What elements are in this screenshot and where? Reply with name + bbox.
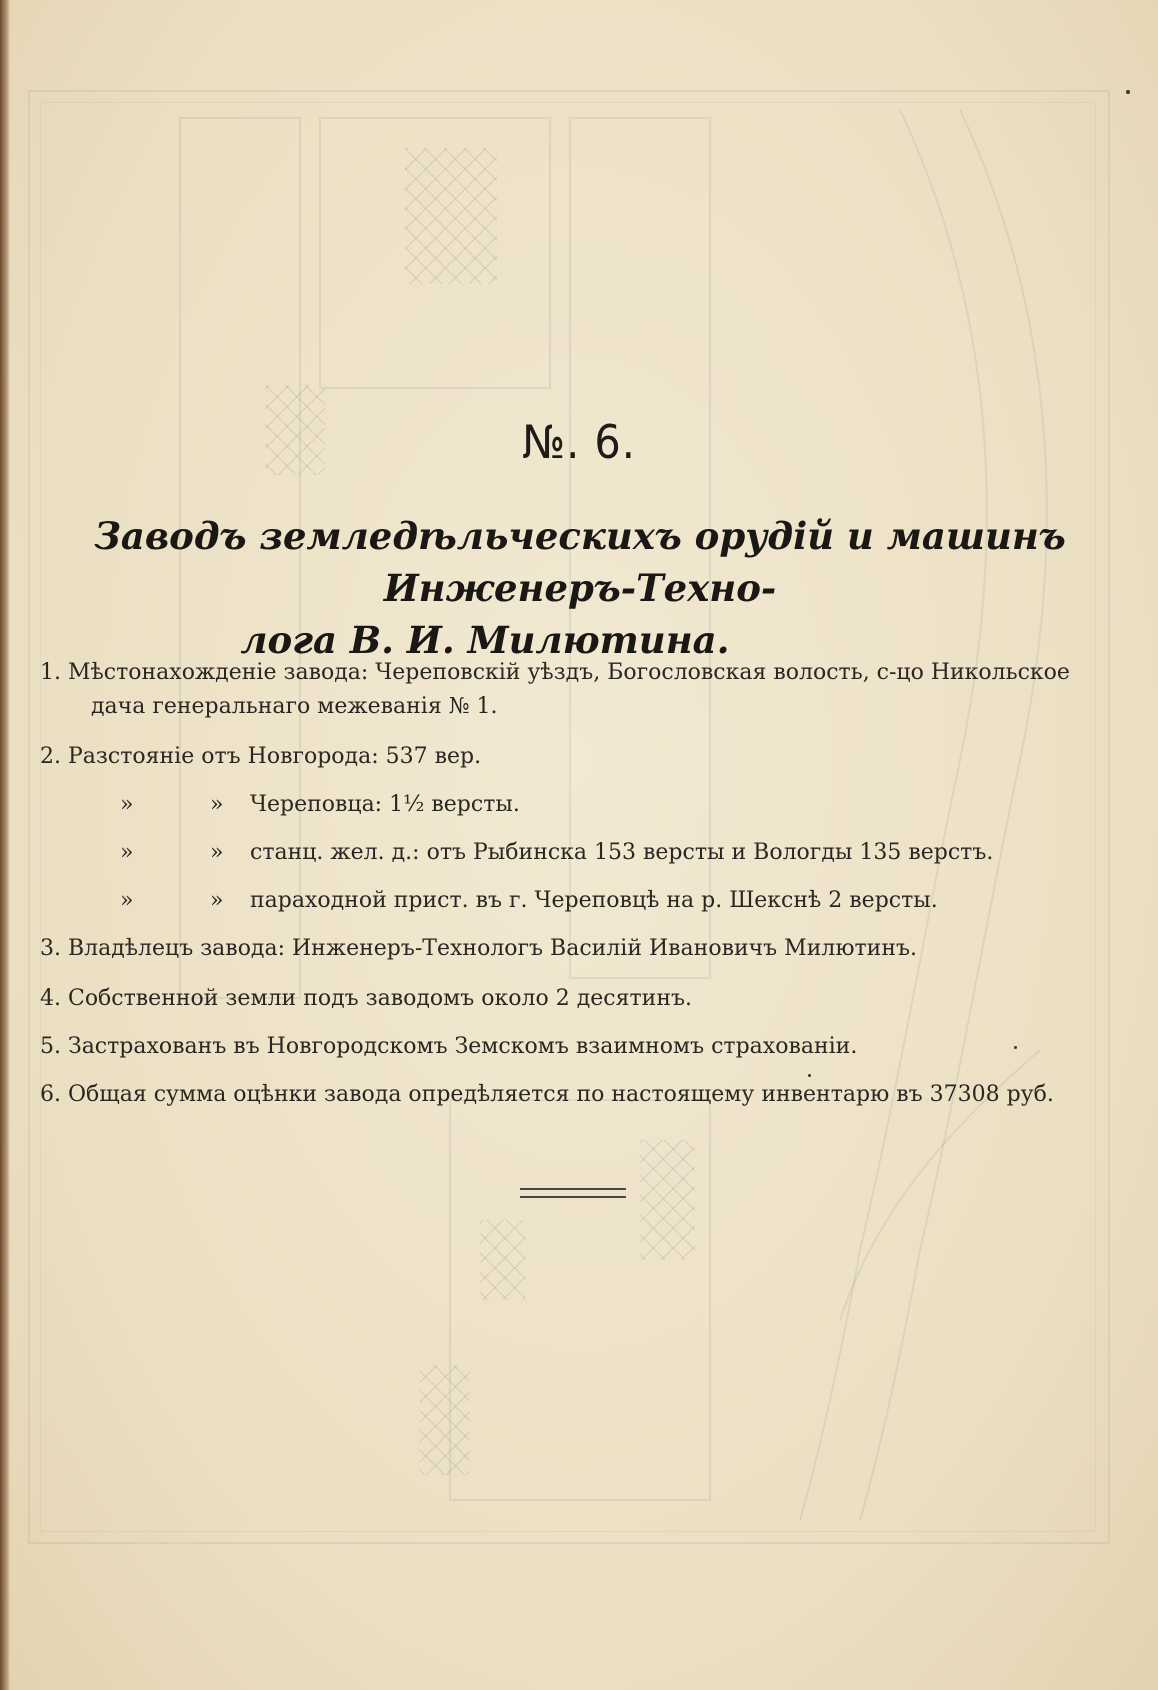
ink-speck — [1126, 90, 1130, 94]
item-2-ditto-mark: » — [210, 888, 224, 913]
item-2-distance-railway: станц. жел. д.: отъ Рыбинска 153 версты и Вологды 135 верстъ. — [250, 840, 994, 865]
closing-double-rule — [520, 1188, 626, 1198]
item-3: 3. Владѣлецъ завода: Инженеръ-Технологъ Василій Ивановичъ Милютинъ. — [40, 936, 917, 961]
item-2-ditto-mark: » — [120, 840, 134, 865]
entry-title-line-2: лога В. И. Милютина. — [240, 618, 730, 662]
ink-speck — [1014, 1046, 1017, 1049]
item-2-ditto-mark: » — [210, 792, 224, 817]
item-6: 6. Общая сумма оцѣнки завода опредѣляется по настоящему инвентарю въ 37308 руб. — [40, 1082, 1054, 1107]
item-5: 5. Застрахованъ въ Новгородскомъ Земскомъ взаимномъ страхованіи. — [40, 1034, 858, 1059]
item-1-line-1: 1. Мѣстонахожденіе завода: Череповскій уѣздъ, Богословская волость, с-цо Никольское — [40, 660, 1070, 685]
item-2-ditto-mark: » — [120, 888, 134, 913]
entry-number-heading: №. 6. — [522, 415, 636, 469]
ink-speck — [808, 1074, 811, 1077]
book-spine-shadow — [0, 0, 10, 1690]
entry-title — [40, 510, 1120, 666]
item-2-ditto-mark: » — [120, 792, 134, 817]
bleed-through-frame-inner — [40, 102, 1096, 1532]
entry-title-line-1: Заводъ земледѣльческихъ орудій и машинъ Инженеръ-Техно- — [94, 514, 1066, 610]
item-2-distance-pier: параходной прист. въ г. Череповцѣ на р. Шекснѣ 2 версты. — [250, 888, 938, 913]
item-4: 4. Собственной земли подъ заводомъ около 2 десятинъ. — [40, 986, 692, 1011]
item-2-ditto-mark: » — [210, 840, 224, 865]
item-2-line-1: 2. Разстояніе отъ Новгорода: 537 вер. — [40, 744, 482, 769]
item-1-line-2: дача генеральнаго межеванія № 1. — [91, 694, 498, 719]
item-2-distance-cherepovets: Череповца: 1½ версты. — [250, 792, 520, 817]
